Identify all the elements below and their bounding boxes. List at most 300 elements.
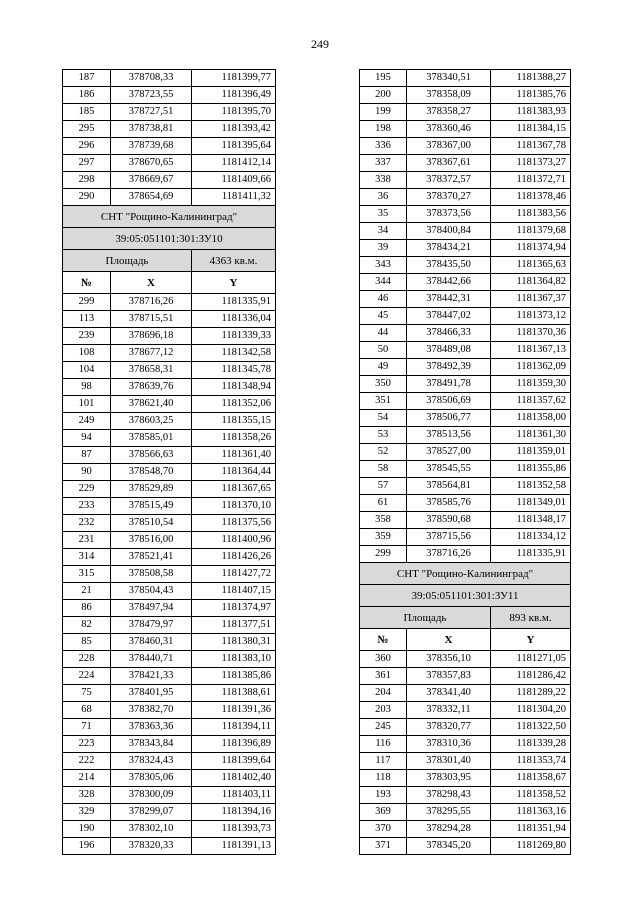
point-number: 118 — [360, 770, 407, 787]
table-row — [63, 172, 276, 189]
table-row — [360, 308, 571, 325]
point-number: 71 — [63, 719, 111, 736]
x-coordinate: 378716,26 — [407, 546, 491, 563]
table-row — [63, 311, 276, 328]
table-row — [63, 413, 276, 430]
x-coordinate: 378341,40 — [407, 685, 491, 702]
x-coordinate: 378738,81 — [111, 121, 192, 138]
point-number: 21 — [63, 583, 111, 600]
point-number: 200 — [360, 87, 407, 104]
point-number: 116 — [360, 736, 407, 753]
x-coordinate: 378516,00 — [111, 532, 192, 549]
point-number: 203 — [360, 702, 407, 719]
column-header-row — [63, 272, 276, 294]
x-coordinate: 378497,94 — [111, 600, 192, 617]
x-coordinate: 378372,57 — [407, 172, 491, 189]
x-coordinate: 378400,84 — [407, 223, 491, 240]
column-header-row — [360, 629, 571, 651]
y-coordinate: 1181377,51 — [192, 617, 276, 634]
x-coordinate: 378345,20 — [407, 838, 491, 855]
table-row — [360, 359, 571, 376]
y-coordinate: 1181373,12 — [491, 308, 571, 325]
table-row — [63, 821, 276, 838]
point-number: 228 — [63, 651, 111, 668]
x-coordinate: 378300,09 — [111, 787, 192, 804]
y-coordinate: 1181409,66 — [192, 172, 276, 189]
x-coordinate: 378332,11 — [407, 702, 491, 719]
x-coordinate: 378299,07 — [111, 804, 192, 821]
table-row — [63, 430, 276, 447]
y-coordinate: 1181355,15 — [192, 413, 276, 430]
x-coordinate: 378548,70 — [111, 464, 192, 481]
point-number: 104 — [63, 362, 111, 379]
point-number: 223 — [63, 736, 111, 753]
x-coordinate: 378670,65 — [111, 155, 192, 172]
y-coordinate: 1181358,67 — [491, 770, 571, 787]
table-row — [63, 532, 276, 549]
x-coordinate: 378739,68 — [111, 138, 192, 155]
point-number: 193 — [360, 787, 407, 804]
y-coordinate: 1181361,40 — [192, 447, 276, 464]
point-number: 186 — [63, 87, 111, 104]
point-number: 185 — [63, 104, 111, 121]
section-title: СНТ "Рощино-Калининград" — [63, 206, 276, 228]
x-coordinate: 378677,12 — [111, 345, 192, 362]
x-coordinate: 378590,68 — [407, 512, 491, 529]
x-coordinate: 378715,51 — [111, 311, 192, 328]
table-row — [63, 189, 276, 206]
point-number: 57 — [360, 478, 407, 495]
y-coordinate: 1181364,44 — [192, 464, 276, 481]
x-coordinate: 378716,26 — [111, 294, 192, 311]
point-number: 204 — [360, 685, 407, 702]
point-number: 214 — [63, 770, 111, 787]
table-row — [63, 515, 276, 532]
x-coordinate: 378303,95 — [407, 770, 491, 787]
y-coordinate: 1181365,63 — [491, 257, 571, 274]
point-number: 222 — [63, 753, 111, 770]
point-number: 299 — [63, 294, 111, 311]
x-coordinate: 378382,70 — [111, 702, 192, 719]
y-coordinate: 1181339,33 — [192, 328, 276, 345]
point-number: 45 — [360, 308, 407, 325]
x-coordinate: 378310,36 — [407, 736, 491, 753]
page-number: 249 — [311, 37, 329, 51]
table-row — [63, 685, 276, 702]
y-coordinate: 1181367,13 — [491, 342, 571, 359]
point-number: 195 — [360, 70, 407, 87]
y-coordinate: 1181395,70 — [192, 104, 276, 121]
section-title-row — [360, 563, 571, 585]
point-number: 249 — [63, 413, 111, 430]
x-coordinate: 378492,39 — [407, 359, 491, 376]
y-coordinate: 1181304,20 — [491, 702, 571, 719]
y-coordinate: 1181335,91 — [192, 294, 276, 311]
x-coordinate: 378708,33 — [111, 70, 192, 87]
point-number: 34 — [360, 223, 407, 240]
point-number: 239 — [63, 328, 111, 345]
y-coordinate: 1181393,73 — [192, 821, 276, 838]
point-number: 46 — [360, 291, 407, 308]
y-coordinate: 1181336,04 — [192, 311, 276, 328]
x-coordinate: 378294,28 — [407, 821, 491, 838]
point-number: 370 — [360, 821, 407, 838]
table-row — [360, 291, 571, 308]
table-row — [63, 770, 276, 787]
point-number: 39 — [360, 240, 407, 257]
y-coordinate: 1181370,10 — [192, 498, 276, 515]
y-coordinate: 1181402,40 — [192, 770, 276, 787]
column-header-y: Y — [491, 629, 571, 651]
y-coordinate: 1181373,27 — [491, 155, 571, 172]
y-coordinate: 1181403,11 — [192, 787, 276, 804]
y-coordinate: 1181352,58 — [491, 478, 571, 495]
y-coordinate: 1181383,56 — [491, 206, 571, 223]
point-number: 58 — [360, 461, 407, 478]
y-coordinate: 1181394,11 — [192, 719, 276, 736]
x-coordinate: 378401,95 — [111, 685, 192, 702]
table-row — [63, 294, 276, 311]
table-row — [63, 566, 276, 583]
point-number: 94 — [63, 430, 111, 447]
table-row — [63, 138, 276, 155]
y-coordinate: 1181391,13 — [192, 838, 276, 855]
point-number: 87 — [63, 447, 111, 464]
table-row — [63, 447, 276, 464]
table-row — [360, 376, 571, 393]
x-coordinate: 378298,43 — [407, 787, 491, 804]
table-row — [63, 668, 276, 685]
point-number: 187 — [63, 70, 111, 87]
table-row — [360, 787, 571, 804]
x-coordinate: 378301,40 — [407, 753, 491, 770]
point-number: 101 — [63, 396, 111, 413]
y-coordinate: 1181342,58 — [192, 345, 276, 362]
point-number: 113 — [63, 311, 111, 328]
point-number: 75 — [63, 685, 111, 702]
table-row — [63, 155, 276, 172]
y-coordinate: 1181348,17 — [491, 512, 571, 529]
column-header-number: № — [63, 272, 111, 294]
table-row — [360, 478, 571, 495]
y-coordinate: 1181358,52 — [491, 787, 571, 804]
y-coordinate: 1181399,77 — [192, 70, 276, 87]
section-title: СНТ "Рощино-Калининград" — [360, 563, 571, 585]
table-row — [360, 223, 571, 240]
x-coordinate: 378566,63 — [111, 447, 192, 464]
y-coordinate: 1181367,78 — [491, 138, 571, 155]
area-label: Площадь — [63, 250, 192, 272]
y-coordinate: 1181411,32 — [192, 189, 276, 206]
y-coordinate: 1181399,64 — [192, 753, 276, 770]
point-number: 371 — [360, 838, 407, 855]
x-coordinate: 378723,55 — [111, 87, 192, 104]
x-coordinate: 378360,46 — [407, 121, 491, 138]
x-coordinate: 378489,08 — [407, 342, 491, 359]
y-coordinate: 1181391,36 — [192, 702, 276, 719]
point-number: 343 — [360, 257, 407, 274]
x-coordinate: 378440,71 — [111, 651, 192, 668]
x-coordinate: 378447,02 — [407, 308, 491, 325]
point-number: 36 — [360, 189, 407, 206]
table-row — [360, 121, 571, 138]
point-number: 53 — [360, 427, 407, 444]
point-number: 336 — [360, 138, 407, 155]
table-row — [360, 753, 571, 770]
x-coordinate: 378343,84 — [111, 736, 192, 753]
table-row — [63, 362, 276, 379]
y-coordinate: 1181361,30 — [491, 427, 571, 444]
table-row — [360, 342, 571, 359]
x-coordinate: 378639,76 — [111, 379, 192, 396]
table-row — [63, 736, 276, 753]
table-row — [63, 702, 276, 719]
y-coordinate: 1181374,97 — [192, 600, 276, 617]
point-number: 52 — [360, 444, 407, 461]
point-number: 350 — [360, 376, 407, 393]
table-row — [360, 770, 571, 787]
y-coordinate: 1181352,06 — [192, 396, 276, 413]
y-coordinate: 1181400,96 — [192, 532, 276, 549]
table-row — [360, 155, 571, 172]
y-coordinate: 1181362,09 — [491, 359, 571, 376]
y-coordinate: 1181334,12 — [491, 529, 571, 546]
area-value: 893 кв.м. — [491, 607, 571, 629]
area-value: 4363 кв.м. — [192, 250, 276, 272]
cadastral-number: 39:05:051101:301:ЗУ10 — [63, 228, 276, 250]
x-coordinate: 378305,06 — [111, 770, 192, 787]
x-coordinate: 378442,66 — [407, 274, 491, 291]
table-row — [63, 787, 276, 804]
table-row — [360, 172, 571, 189]
table-row — [360, 189, 571, 206]
x-coordinate: 378564,81 — [407, 478, 491, 495]
table-row — [63, 345, 276, 362]
y-coordinate: 1181374,94 — [491, 240, 571, 257]
x-coordinate: 378435,50 — [407, 257, 491, 274]
point-number: 61 — [360, 495, 407, 512]
table-row — [360, 257, 571, 274]
table-row — [63, 719, 276, 736]
x-coordinate: 378358,27 — [407, 104, 491, 121]
table-row — [63, 583, 276, 600]
y-coordinate: 1181339,28 — [491, 736, 571, 753]
point-number: 50 — [360, 342, 407, 359]
y-coordinate: 1181380,31 — [192, 634, 276, 651]
y-coordinate: 1181359,30 — [491, 376, 571, 393]
point-number: 245 — [360, 719, 407, 736]
cadastral-row — [360, 585, 571, 607]
table-row — [360, 651, 571, 668]
y-coordinate: 1181407,15 — [192, 583, 276, 600]
x-coordinate: 378442,31 — [407, 291, 491, 308]
y-coordinate: 1181363,16 — [491, 804, 571, 821]
y-coordinate: 1181367,65 — [192, 481, 276, 498]
table-row — [360, 206, 571, 223]
point-number: 338 — [360, 172, 407, 189]
x-coordinate: 378715,56 — [407, 529, 491, 546]
point-number: 85 — [63, 634, 111, 651]
table-row — [63, 328, 276, 345]
column-header-x: X — [407, 629, 491, 651]
y-coordinate: 1181383,10 — [192, 651, 276, 668]
point-number: 296 — [63, 138, 111, 155]
x-coordinate: 378585,76 — [407, 495, 491, 512]
table-row — [360, 444, 571, 461]
table-row — [360, 668, 571, 685]
table-row — [360, 512, 571, 529]
x-coordinate: 378295,55 — [407, 804, 491, 821]
table-row — [63, 70, 276, 87]
y-coordinate: 1181388,61 — [192, 685, 276, 702]
column-header-number: № — [360, 629, 407, 651]
point-number: 351 — [360, 393, 407, 410]
x-coordinate: 378357,83 — [407, 668, 491, 685]
y-coordinate: 1181355,86 — [491, 461, 571, 478]
point-number: 196 — [63, 838, 111, 855]
area-row — [63, 250, 276, 272]
point-number: 314 — [63, 549, 111, 566]
point-number: 361 — [360, 668, 407, 685]
section-title-row — [63, 206, 276, 228]
x-coordinate: 378466,33 — [407, 325, 491, 342]
x-coordinate: 378527,00 — [407, 444, 491, 461]
y-coordinate: 1181383,93 — [491, 104, 571, 121]
point-number: 358 — [360, 512, 407, 529]
x-coordinate: 378367,00 — [407, 138, 491, 155]
table-row — [360, 427, 571, 444]
y-coordinate: 1181358,00 — [491, 410, 571, 427]
column-header-y: Y — [192, 272, 276, 294]
table-row — [63, 600, 276, 617]
table-row — [360, 804, 571, 821]
table-row — [63, 617, 276, 634]
point-number: 337 — [360, 155, 407, 172]
point-number: 297 — [63, 155, 111, 172]
y-coordinate: 1181372,71 — [491, 172, 571, 189]
x-coordinate: 378479,97 — [111, 617, 192, 634]
area-label: Площадь — [360, 607, 491, 629]
y-coordinate: 1181412,14 — [192, 155, 276, 172]
table-row — [360, 274, 571, 291]
table-row — [63, 549, 276, 566]
point-number: 299 — [360, 546, 407, 563]
point-number: 198 — [360, 121, 407, 138]
y-coordinate: 1181427,72 — [192, 566, 276, 583]
y-coordinate: 1181367,37 — [491, 291, 571, 308]
y-coordinate: 1181384,15 — [491, 121, 571, 138]
y-coordinate: 1181286,42 — [491, 668, 571, 685]
x-coordinate: 378669,67 — [111, 172, 192, 189]
table-row — [360, 87, 571, 104]
table-row — [360, 685, 571, 702]
x-coordinate: 378658,31 — [111, 362, 192, 379]
point-number: 295 — [63, 121, 111, 138]
point-number: 90 — [63, 464, 111, 481]
table-row — [63, 651, 276, 668]
point-number: 233 — [63, 498, 111, 515]
area-row — [360, 607, 571, 629]
table-row — [360, 821, 571, 838]
x-coordinate: 378367,61 — [407, 155, 491, 172]
y-coordinate: 1181370,36 — [491, 325, 571, 342]
point-number: 360 — [360, 651, 407, 668]
table-row — [63, 396, 276, 413]
x-coordinate: 378320,33 — [111, 838, 192, 855]
y-coordinate: 1181388,27 — [491, 70, 571, 87]
point-number: 232 — [63, 515, 111, 532]
y-coordinate: 1181351,94 — [491, 821, 571, 838]
table-row — [63, 104, 276, 121]
table-row — [360, 70, 571, 87]
x-coordinate: 378506,77 — [407, 410, 491, 427]
x-coordinate: 378373,56 — [407, 206, 491, 223]
x-coordinate: 378358,09 — [407, 87, 491, 104]
table-row — [63, 121, 276, 138]
point-number: 344 — [360, 274, 407, 291]
y-coordinate: 1181359,01 — [491, 444, 571, 461]
point-number: 328 — [63, 787, 111, 804]
x-coordinate: 378356,10 — [407, 651, 491, 668]
y-coordinate: 1181353,74 — [491, 753, 571, 770]
table-row — [360, 529, 571, 546]
point-number: 359 — [360, 529, 407, 546]
y-coordinate: 1181393,42 — [192, 121, 276, 138]
y-coordinate: 1181322,50 — [491, 719, 571, 736]
y-coordinate: 1181357,62 — [491, 393, 571, 410]
x-coordinate: 378506,69 — [407, 393, 491, 410]
x-coordinate: 378727,51 — [111, 104, 192, 121]
table-row — [360, 393, 571, 410]
table-row — [360, 325, 571, 342]
table-row — [360, 838, 571, 855]
y-coordinate: 1181289,22 — [491, 685, 571, 702]
cadastral-row — [63, 228, 276, 250]
table-row — [63, 379, 276, 396]
point-number: 82 — [63, 617, 111, 634]
y-coordinate: 1181379,68 — [491, 223, 571, 240]
point-number: 199 — [360, 104, 407, 121]
x-coordinate: 378491,78 — [407, 376, 491, 393]
y-coordinate: 1181385,86 — [192, 668, 276, 685]
x-coordinate: 378434,21 — [407, 240, 491, 257]
x-coordinate: 378320,77 — [407, 719, 491, 736]
y-coordinate: 1181349,01 — [491, 495, 571, 512]
x-coordinate: 378510,54 — [111, 515, 192, 532]
point-number: 231 — [63, 532, 111, 549]
cadastral-number: 39:05:051101:301:ЗУ11 — [360, 585, 571, 607]
y-coordinate: 1181375,56 — [192, 515, 276, 532]
y-coordinate: 1181396,89 — [192, 736, 276, 753]
x-coordinate: 378529,89 — [111, 481, 192, 498]
table-row — [63, 634, 276, 651]
x-coordinate: 378370,27 — [407, 189, 491, 206]
x-coordinate: 378324,43 — [111, 753, 192, 770]
point-number: 224 — [63, 668, 111, 685]
table-row — [63, 753, 276, 770]
table-row — [360, 461, 571, 478]
y-coordinate: 1181271,05 — [491, 651, 571, 668]
x-coordinate: 378521,41 — [111, 549, 192, 566]
y-coordinate: 1181394,16 — [192, 804, 276, 821]
x-coordinate: 378515,49 — [111, 498, 192, 515]
table-row — [360, 240, 571, 257]
table-row — [63, 498, 276, 515]
point-number: 86 — [63, 600, 111, 617]
y-coordinate: 1181345,78 — [192, 362, 276, 379]
x-coordinate: 378504,43 — [111, 583, 192, 600]
table-row — [63, 804, 276, 821]
